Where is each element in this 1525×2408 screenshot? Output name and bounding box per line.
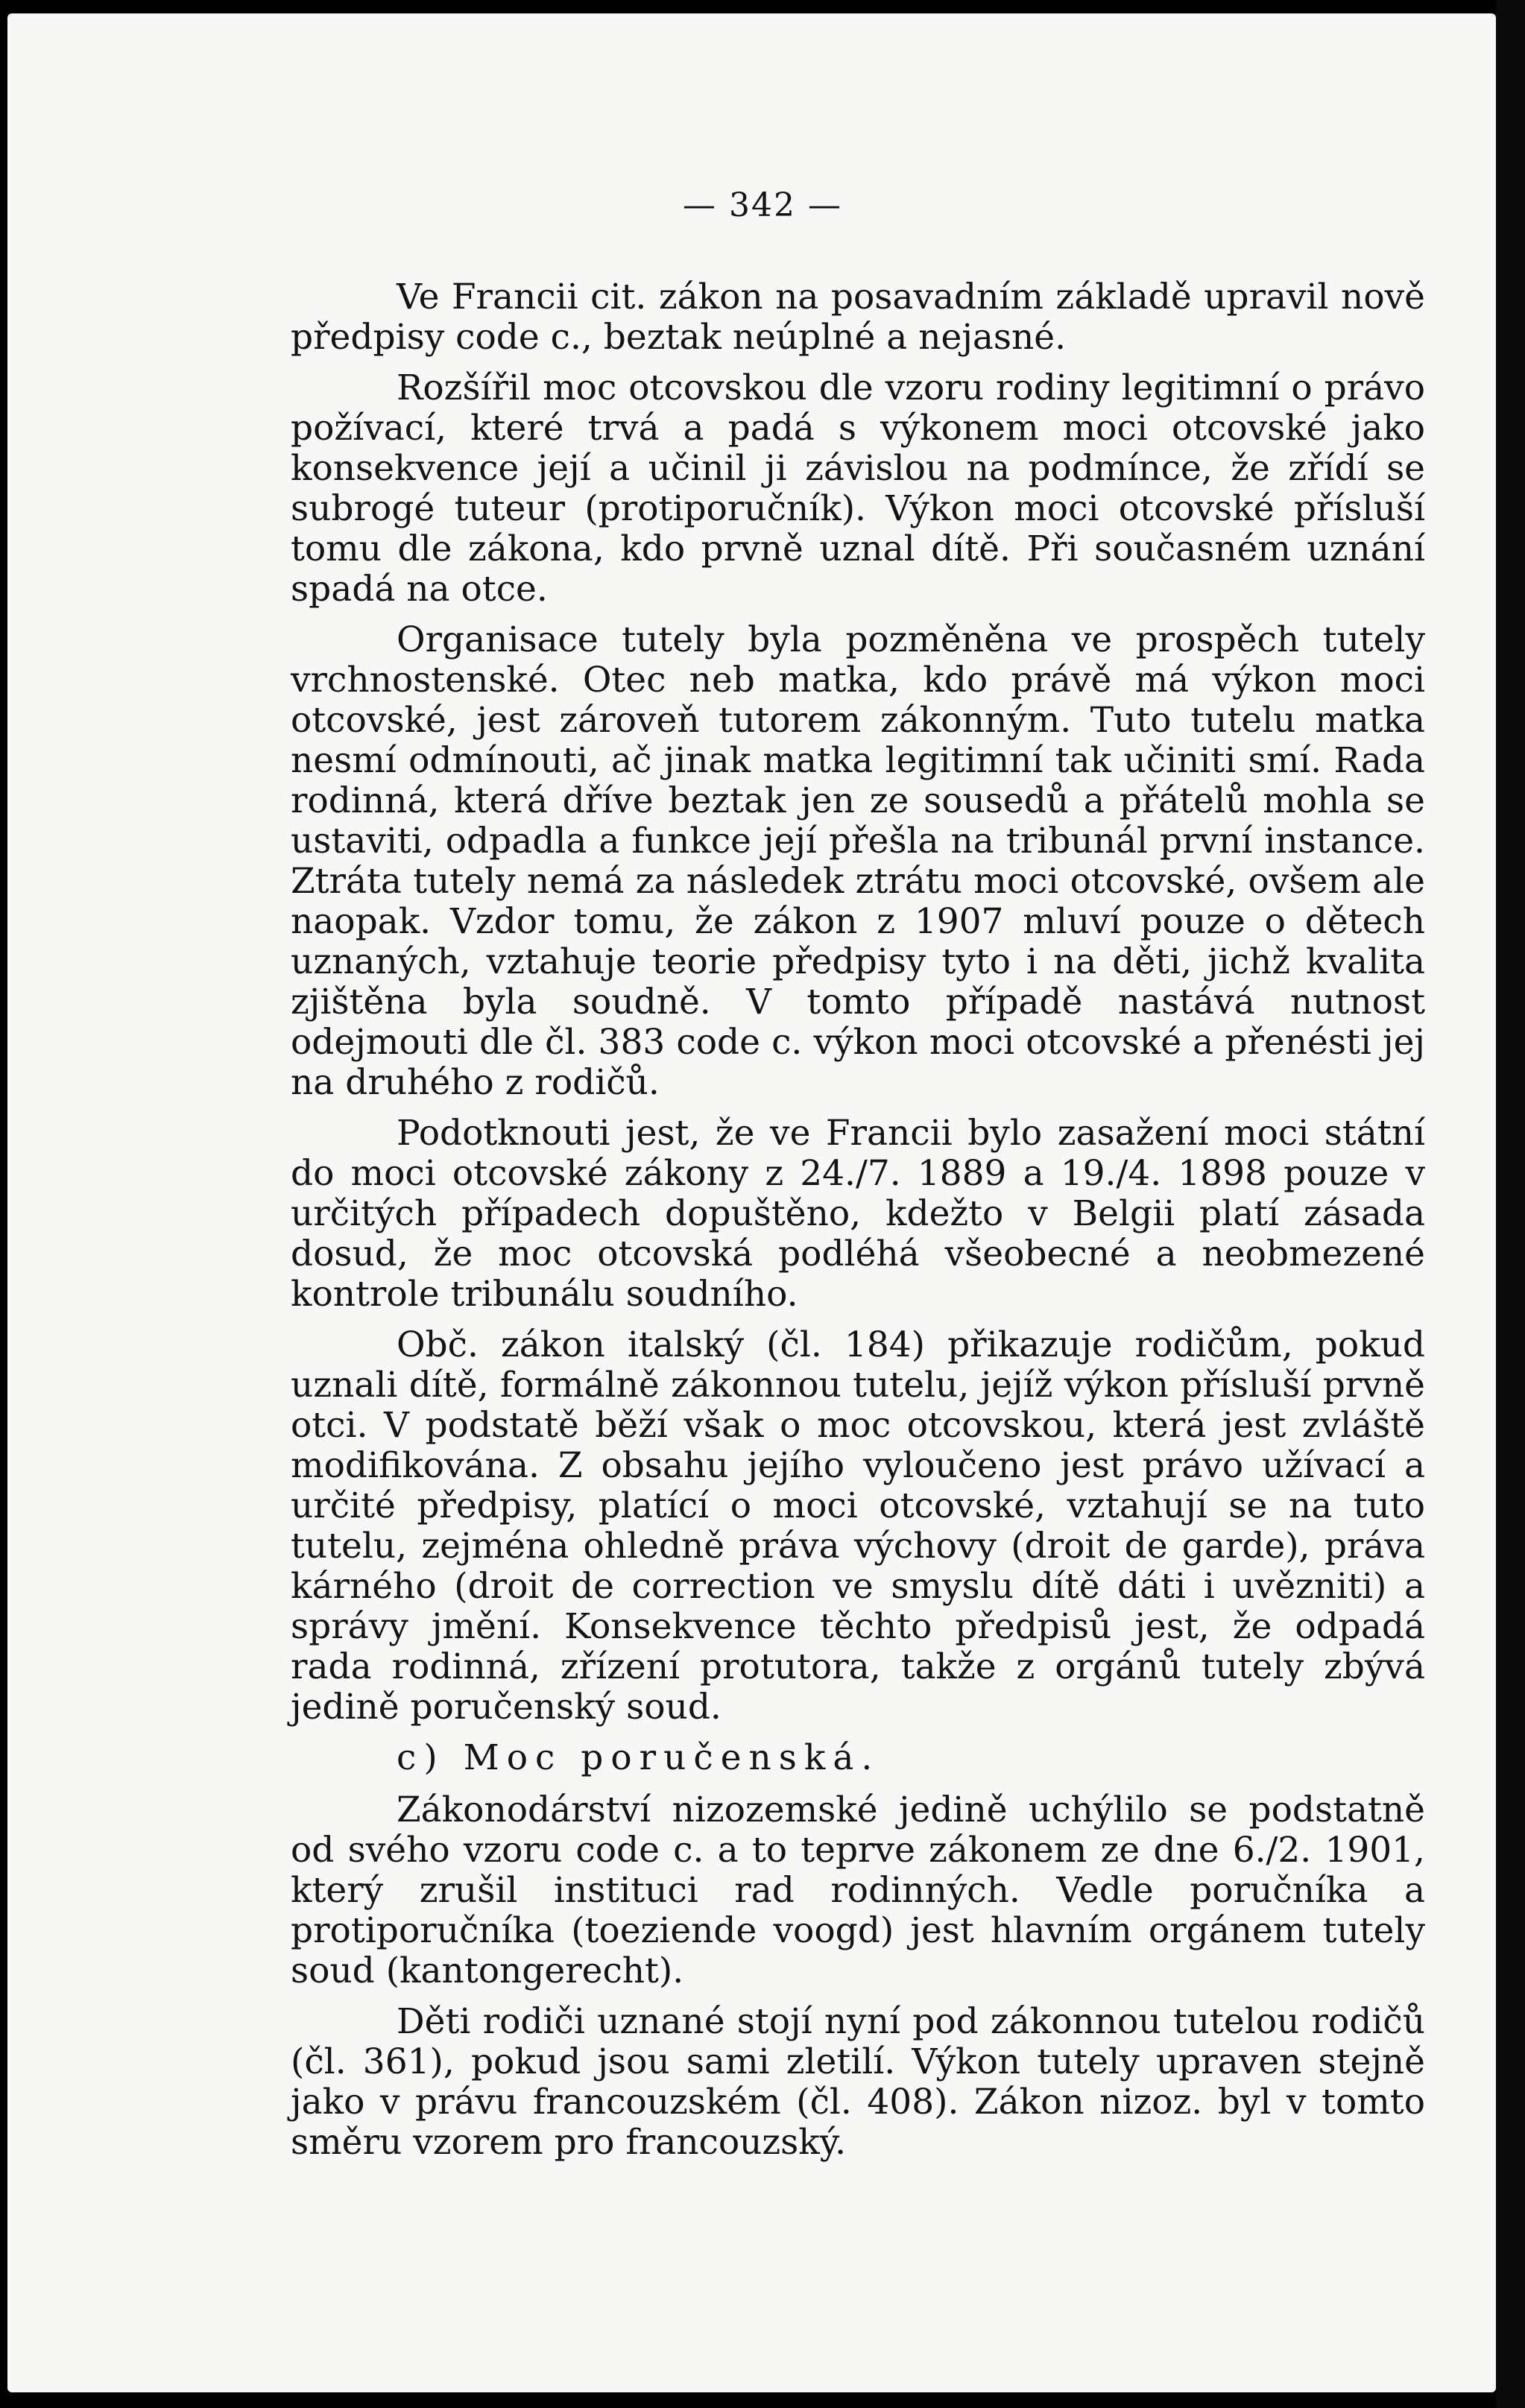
paragraph-6: Zákonodárství nizozemské jedině uchýlilo se podstatně od svého vzoru code c. a to teprve zákonem ze dne 6./2. 1901, který zrušil instituci rad rodinných. Vedle poručníka a protiporučníka (toeziende voogd) jest hlavním orgánem tutely soud (kantongerecht). xyxy=(291,1789,1425,1991)
body-text xyxy=(291,277,1425,2173)
paragraph-3: Organisace tutely byla pozměněna ve prospěch tutely vrchnostenské. Otec neb matka, kdo právě má výkon moci otcovské, jest zároveň tutorem zákonným. Tuto tutelu matka nesmí odmínouti, ač jinak matka legitimní tak učiniti smí. Rada rodinná, která dříve beztak jen ze sousedů a přátelů mohla se ustaviti, odpadla a funkce její přešla na tribunál první instance. Ztráta tutely nemá za následek ztrátu moci otcovské, ovšem ale naopak. Vzdor tomu, že zákon z 1907 mluví pouze o dětech uznaných, vztahuje teorie předpisy tyto i na děti, jichž kvalita zjištěna byla soudně. V tomto případě nastává nutnost odejmouti dle čl. 383 code c. výkon moci otcovské a přenésti jej na druhého z rodičů. xyxy=(291,619,1425,1103)
paragraph-2: Rozšířil moc otcovskou dle vzoru rodiny legitimní o právo požívací, které trvá a padá s výkonem moci otcovské jako konsekvence její a učinil ji závislou na podmínce, že zřídí se subrogé tuteur (protiporučník). Výkon moci otcovské přísluší tomu dle zákona, kdo prvně uznal dítě. Při současném uznání spadá na otce. xyxy=(291,367,1425,610)
scan-edge xyxy=(1496,0,1525,2408)
paragraph-4: Podotknouti jest, že ve Francii bylo zasažení moci státní do moci otcovské zákony z 24./7. 1889 a 19./4. 1898 pouze v určitých případech dopuštěno, kdežto v Belgii platí zásada dosud, že moc otcovská podléhá všeobecné a neobmezené kontrole tribunálu soudního. xyxy=(291,1113,1425,1315)
page-number: — 342 — xyxy=(683,186,842,224)
paragraph-5: Obč. zákon italský (čl. 184) přikazuje rodičům, pokud uznali dítě, formálně zákonnou tutelu, jejíž výkon přísluší prvně otci. V podstatě běží však o moc otcovskou, která jest zvláště modifikována. Z obsahu jejího vyloučeno jest právo užívací a určité předpisy, platící o moci otcovské, vztahují se na tuto tutelu, zejména ohledně práva výchovy (droit de garde), práva kárného (droit de correction ve smyslu dítě dáti i uvězniti) a správy jmění. Konsekvence těchto předpisů jest, že odpadá rada rodinná, zřízení protutora, takže z orgánů tutely zbývá jedině poručenský soud. xyxy=(291,1324,1425,1728)
paragraph-7: Děti rodiči uznané stojí nyní pod zákonnou tutelou rodičů (čl. 361), pokud jsou sami zletilí. Výkon tutely upraven stejně jako v právu francouzském (čl. 408). Zákon nizoz. byl v tomto směru vzorem pro francouzský. xyxy=(291,2001,1425,2163)
paragraph-1: Ve Francii cit. zákon na posavadním základě upravil nově předpisy code c., beztak neúplné a nejasné. xyxy=(291,276,1425,358)
section-heading: c) Moc poručenská. xyxy=(397,1737,880,1778)
